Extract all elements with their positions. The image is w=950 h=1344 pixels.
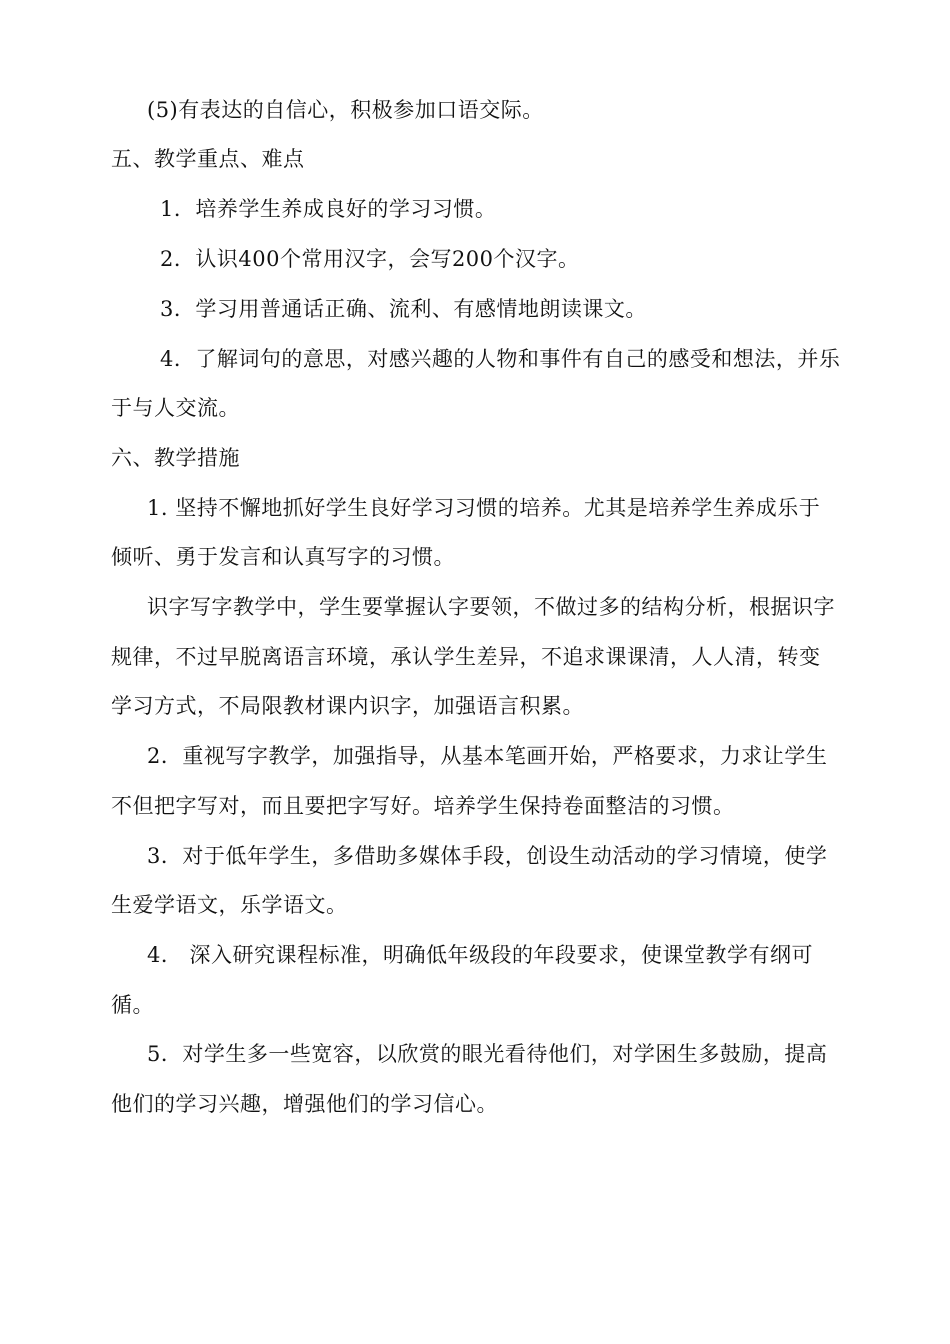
list-item: 3．对于低年学生，多借助多媒体手段，创设生动活动的学习情境，使学 xyxy=(147,844,828,868)
text-line: 于与人交流。 xyxy=(111,396,240,420)
text-line: 他们的学习兴趣，增强他们的学习信心。 xyxy=(111,1092,498,1116)
list-item: 3．学习用普通话正确、流利、有感情地朗读课文。 xyxy=(160,297,647,321)
list-item: 5．对学生多一些宽容，以欣赏的眼光看待他们，对学困生多鼓励，提高 xyxy=(147,1042,828,1066)
section-heading: 五、教学重点、难点 xyxy=(111,147,305,171)
list-item: 4．了解词句的意思，对感兴趣的人物和事件有自己的感受和想法，并乐 xyxy=(160,347,841,371)
list-item: 1. 坚持不懈地抓好学生良好学习习惯的培养。尤其是培养学生养成乐于 xyxy=(147,496,821,520)
text-line: 学习方式，不局限教材课内识字，加强语言积累。 xyxy=(111,694,584,718)
paragraph-line: 识字写字教学中，学生要掌握认字要领，不做过多的结构分析，根据识字 xyxy=(147,595,835,619)
section-heading: 六、教学措施 xyxy=(111,446,240,470)
text-line: 循。 xyxy=(111,993,154,1017)
list-item: 2．重视写字教学，加强指导，从基本笔画开始，严格要求，力求让学生 xyxy=(147,744,828,768)
text-line: 倾听、勇于发言和认真写字的习惯。 xyxy=(111,545,455,569)
text-line: 规律，不过早脱离语言环境，承认学生差异，不追求课课清，人人清，转变 xyxy=(111,645,821,669)
text-line: 生爱学语文，乐学语文。 xyxy=(111,893,348,917)
list-item: 2．认识400个常用汉字，会写200个汉字。 xyxy=(160,247,580,271)
list-item: 4． 深入研究课程标准，明确低年级段的年段要求，使课堂教学有纲可 xyxy=(147,943,814,967)
text-line: 不但把字写对，而且要把字写好。培养学生保持卷面整洁的习惯。 xyxy=(111,794,735,818)
text-line: (5)有表达的自信心，积极参加口语交际。 xyxy=(147,98,544,122)
list-item: 1．培养学生养成良好的学习习惯。 xyxy=(160,197,497,221)
